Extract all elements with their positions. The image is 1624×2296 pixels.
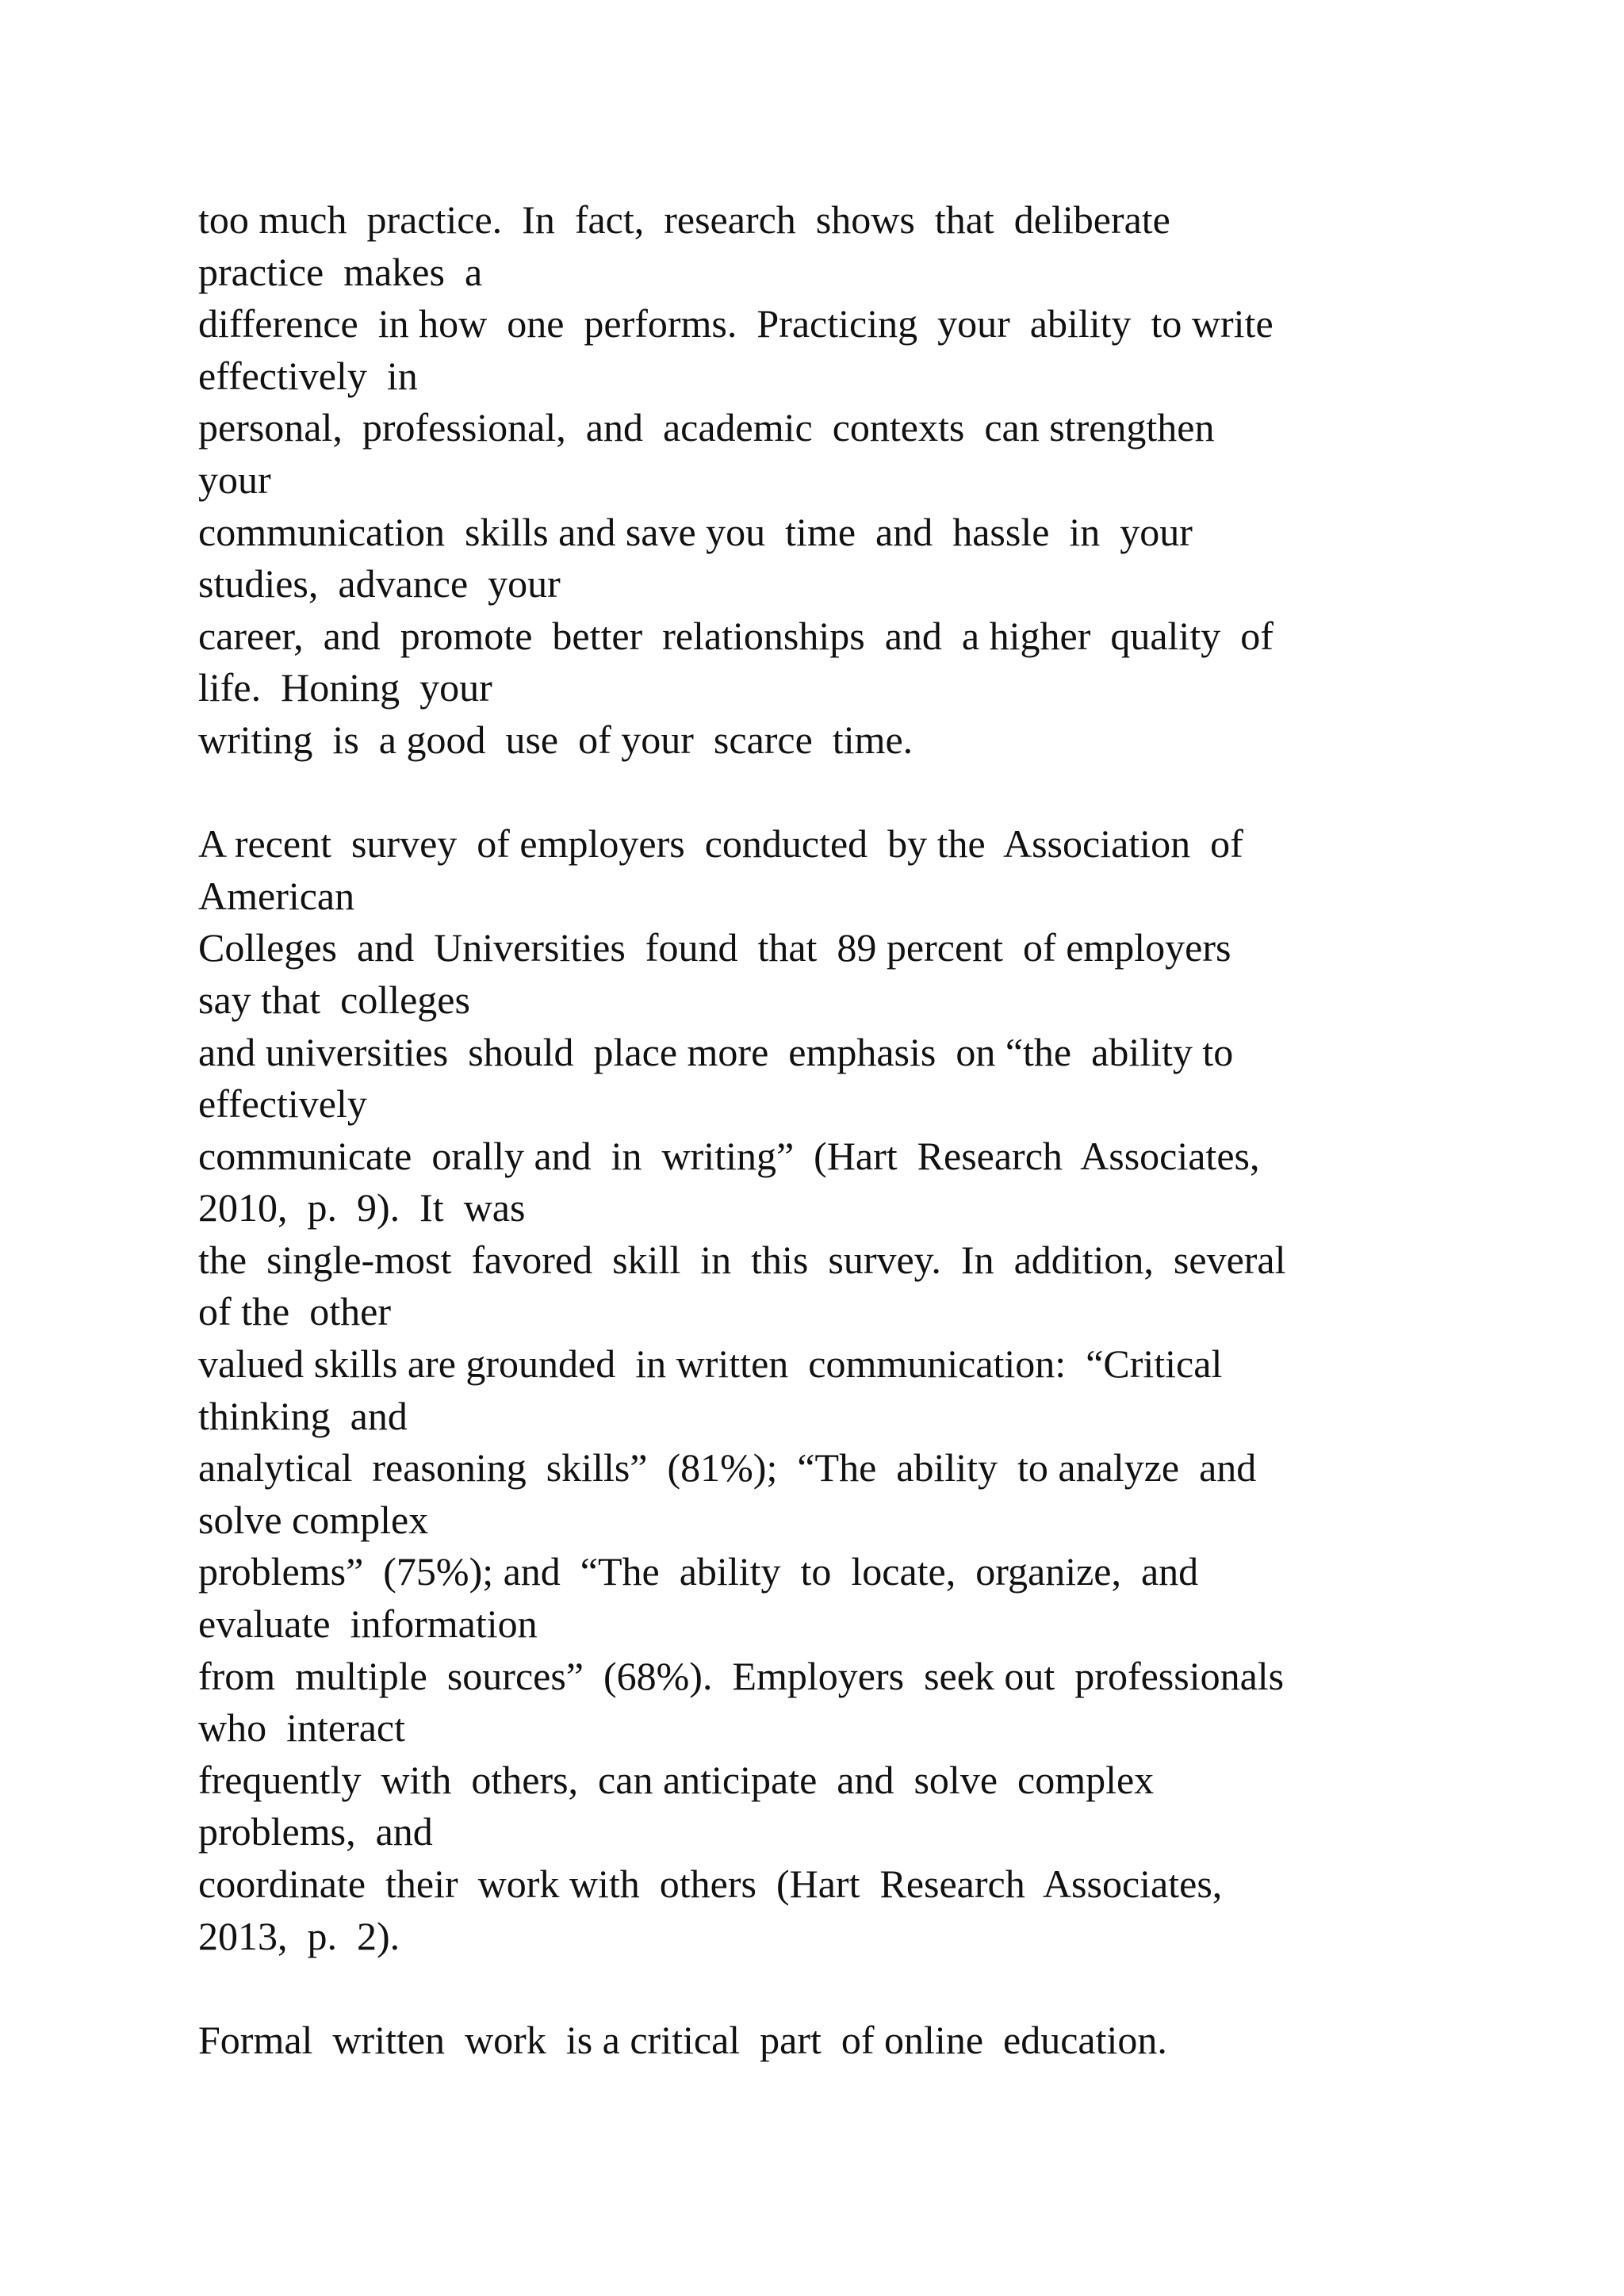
text-line: of the other bbox=[198, 1289, 391, 1334]
text-line: effectively bbox=[198, 1081, 367, 1127]
text-line: frequently with others, can anticipate and solve complex bbox=[198, 1757, 1155, 1802]
text-line: solve complex bbox=[198, 1497, 429, 1542]
paragraph bbox=[198, 194, 1507, 767]
text-line: practice makes a bbox=[198, 249, 483, 294]
paragraph-spacer bbox=[198, 1962, 1507, 2015]
text-line: 2010, p. 9). It was bbox=[198, 1185, 526, 1230]
text-line: effectively in bbox=[198, 353, 418, 398]
text-line: personal, professional, and academic contexts can strengthen bbox=[198, 405, 1215, 450]
text-line: writing is a good use of your scarce time. bbox=[198, 717, 914, 762]
text-line: coordinate their work with others (Hart Research Associates, bbox=[198, 1862, 1223, 1906]
text-line: who interact bbox=[198, 1705, 406, 1751]
body-text bbox=[198, 194, 1507, 2066]
paragraph bbox=[198, 2015, 1507, 2067]
text-line: American bbox=[198, 873, 355, 918]
text-line: say that colleges bbox=[198, 977, 470, 1022]
paragraph-spacer bbox=[198, 767, 1507, 819]
text-line: Formal written work is a critical part of online education. bbox=[198, 2017, 1167, 2062]
text-line: A recent survey of employers conducted by the Association of bbox=[198, 821, 1243, 867]
text-line: the single-most favored skill in this survey. In addition, several bbox=[198, 1237, 1286, 1282]
text-line: from multiple sources” (68%). Employers seek out professionals bbox=[198, 1653, 1285, 1698]
text-line: communication skills and save you time and hassle in your bbox=[198, 509, 1193, 554]
text-line: and universities should place more emphasis on “the ability to bbox=[198, 1029, 1234, 1074]
text-line: analytical reasoning skills” (81%); “The ability to analyze and bbox=[198, 1445, 1257, 1490]
text-line: problems, and bbox=[198, 1809, 433, 1854]
text-line: 2013, p. 2). bbox=[198, 1913, 400, 1958]
text-line: evaluate information bbox=[198, 1601, 538, 1647]
text-line: life. Honing your bbox=[198, 665, 492, 710]
text-line: valued skills are grounded in written communication: “Critical bbox=[198, 1341, 1223, 1387]
text-line: your bbox=[198, 457, 271, 502]
text-line: thinking and bbox=[198, 1393, 408, 1438]
paragraph bbox=[198, 818, 1507, 1962]
text-line: career, and promote better relationships and a higher quality of bbox=[198, 613, 1274, 658]
text-line: Colleges and Universities found that 89 percent of employers bbox=[198, 925, 1231, 970]
text-line: difference in how one performs. Practicing your ability to write bbox=[198, 301, 1274, 346]
text-line: studies, advance your bbox=[198, 561, 561, 607]
text-line: too much practice. In fact, research shows that deliberate bbox=[198, 197, 1170, 242]
text-line: problems” (75%); and “The ability to locate, organize, and bbox=[198, 1549, 1199, 1594]
text-line: communicate orally and in writing” (Hart Research Associates, bbox=[198, 1133, 1260, 1178]
